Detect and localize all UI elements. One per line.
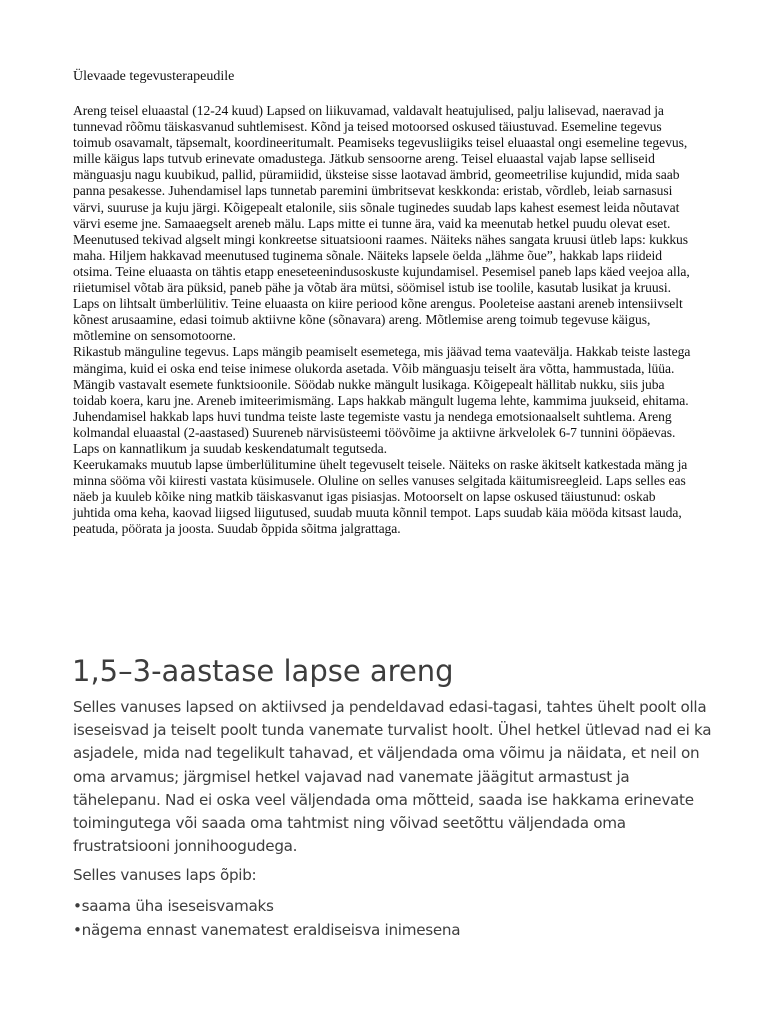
overview-text-block (73, 103, 695, 538)
list-item: •nägema ennast vanematest eraldiseisva inimesena (73, 921, 461, 939)
list-item: •saama üha iseseisvamaks (73, 897, 274, 915)
overview-paragraph-second-year: Areng teisel eluaastal (12-24 kuud) Lapsed on liikuvamad, valdavalt heatujulised, palju lalisevad, naeravad ja tunnevad rõõmu täiskasvanud suhtlemisest. Kõnd ja teised motoorsed oskused täiustuvad. Esemeline tegevus toimub osavamalt, täpsemalt, koordineeritumalt. Peamiseks tegevusliigiks teisel eluaastal ongi esemeline tegevus, mille käigus laps tutvub erinevate omadustega. Jätkub sensoorne areng. Teisel eluaastal vajab lapse selliseid mänguasju nagu kuubikud, pallid, püramiidid, üksteise sisse laotavad ämbrid, geomeetrilise kujundid, mida saab panna pesakesse. Juhendamisel laps tunnetab paremini ümbritsevat keskkonda: eristab, võrdleb, leiab sarnasusi värvi, suuruse ja kuju järgi. Kõigepealt etalonile, siis sõnale tuginedes suudab laps kahest esemest leida nõutavat värvi eseme jne. Samaaegselt areneb mälu. Laps mitte ei tunne ära, vaid ka meenutab hetkel puudu olevat eset. Meenutused tekivad algselt mingi konkreetse situatsiooni raames. Näiteks nähes sangata kruusi ütleb laps: kukkus maha. Hiljem hakkavad meenutused tuginema sõnale. Näiteks lapsele öelda „lähme õue”, hakkab laps riideid otsima. Teine eluaasta on tähtis etapp eneseteenindusoskuste kujundamisel. Pesemisel paneb laps käed veejoa alla, riietumisel võtab ära püksid, paneb pähe ja võtab ära mütsi, söömisel istub ise toolile, kasutab lusikat ja kruusi. Laps on lihtsalt ümberlülitiv. Teine eluaasta on kiire periood kõne arengus. Pooleteise aastani areneb intensiivselt kõnest arusaamine, edasi toimub aktiivne kõne (sõnavara) areng. Mõtlemise areng toimub tegevuse käigus, mõtlemine on sensomotoorne. (73, 103, 690, 344)
overview-paragraph-switching: Keerukamaks muutub lapse ümberlülitumine ühelt tegevuselt teisele. Näiteks on raske äkitselt katkestada mäng ja minna sööma või kiiresti vastata küsimusele. Oluline on selles vanuses selgitada käitumisreegleid. Laps selles eas näeb ja kuuleb kõike ning matkib täiskasvanut igas pisiasjas. Motoorselt on lapse oskused täiustunud: oskab juhtida oma keha, kaovad liigsed liigutused, suudab muuta kõnnil tempot. Laps suudab käia mööda kitsast lauda, peatuda, pöörata ja joosta. Suudab õppida sõitma jalgrattaga. (73, 457, 688, 537)
section-paragraph: Selles vanuses lapsed on aktiivsed ja pendeldavad edasi-tagasi, tahtes ühelt poolt olla iseseisvad ja teiselt poolt tunda vanemate turvalist hoolt. Ühel hetkel ütlevad nad ei ka asjadele, mida nad tegelikult tahavad, et väljendada oma võimu ja näidata, et neil on oma arvamus; järgmisel hetkel vajavad nad vanemate jäägitut armastust ja tähelepanu. Nad ei oska veel väljendada oma mõtteid, saada ise hakkama erinevate toimingutega või saada oma tahtmist ning võivad seetõttu väljendada oma frustratsiooni jonnihoogudega. (73, 698, 712, 856)
learning-list (73, 894, 460, 942)
overview-paragraph-play: Rikastub mänguline tegevus. Laps mängib peamiselt esemetega, mis jäävad tema vaatevälja. Hakkab teiste lastega mängima, kuid ei oska end teise inimese olukorda asetada. Võib mänguasju teiselt ära võtta, hammustada, lüüa. Mängib vastavalt esemete funktsioonile. Söödab nukke mängult lusikaga. Kõigepealt hällitab nukku, siis juba toidab koera, karu jne. Areneb imiteerimismäng. Laps hakkab mängult lugema lehte, kammima juukseid, ehitama. Juhendamisel hakkab laps huvi tundma teiste laste tegemiste vastu ja nendega emotsionaalselt suhtlema. Areng kolmandal eluaastal (2-aastased) Suureneb närvisüsteemi töövõime ja aktiivne ärkvelolek 6-7 tunnini ööpäevas. Laps on kannatlikum ja suudab keskendatumalt tegutseda. (73, 344, 691, 456)
section-heading: 1,5–3-aastase lapse areng (72, 654, 454, 688)
document-title: Ülevaade tegevusterapeudile (73, 69, 235, 84)
list-intro: Selles vanuses laps õpib: (73, 866, 257, 884)
